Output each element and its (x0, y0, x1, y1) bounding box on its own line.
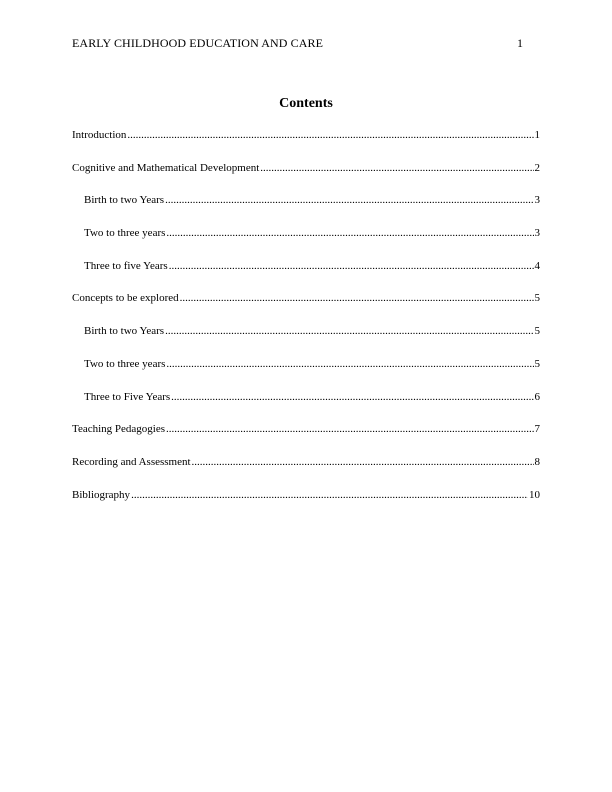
toc-entry-page: 4 (534, 259, 540, 272)
toc-entry-label: Three to five Years (84, 259, 168, 272)
toc-entry-introduction[interactable] (72, 127, 540, 160)
toc-entry-label: Birth to two Years (84, 194, 165, 207)
toc-title: Contents (279, 96, 333, 111)
toc-entry-label: Recording and Assessment (72, 455, 191, 468)
dot-leader (260, 160, 533, 176)
toc-entry-label: Bibliography (72, 488, 131, 501)
dot-leader (166, 356, 533, 372)
dot-leader (166, 421, 533, 437)
toc-entry-page: 10 (529, 488, 540, 501)
toc-entry-label: Two to three years (84, 357, 166, 370)
toc-entry-page: 3 (534, 194, 540, 207)
toc-entry-label: Three to Five Years (84, 390, 171, 403)
toc-entry-label: Two to three years (84, 227, 166, 240)
dot-leader (180, 290, 534, 306)
toc-entry-two-to-three-years[interactable] (72, 225, 540, 258)
toc-entry-birth-to-two-years[interactable] (72, 192, 540, 225)
dot-leader (169, 258, 534, 274)
toc-entry-label: Teaching Pedagogies (72, 423, 166, 436)
toc-entry-two-to-three-years[interactable] (72, 356, 540, 389)
toc-entry-three-to-five-years[interactable] (72, 389, 540, 422)
dot-leader (165, 323, 533, 339)
toc-entry-label: Birth to two Years (84, 325, 165, 338)
page-number: 1 (517, 36, 523, 50)
toc-entry-page: 5 (534, 357, 540, 370)
dot-leader (166, 225, 533, 241)
toc-entry-label: Introduction (72, 129, 127, 141)
dot-leader (171, 389, 533, 405)
toc-entry-label: Cognitive and Mathematical Development (72, 161, 260, 174)
dot-leader (165, 192, 533, 208)
running-head: EARLY CHILDHOOD EDUCATION AND CARE (72, 36, 324, 50)
toc-entry-page: 2 (534, 161, 540, 174)
toc-entry-bibliography[interactable] (72, 487, 540, 520)
toc-entry-page: 5 (534, 325, 540, 338)
toc-entry-recording-and-assessment[interactable] (72, 454, 540, 487)
dot-leader (127, 127, 533, 143)
toc-entry-page: 8 (534, 455, 540, 468)
dot-leader (131, 487, 528, 503)
toc-entry-three-to-five-years[interactable] (72, 258, 540, 291)
toc-entry-teaching-pedagogies[interactable] (72, 421, 540, 454)
toc-entry-cognitive-mathematical-development[interactable] (72, 160, 540, 193)
toc-entry-page: 5 (534, 292, 540, 305)
dot-leader (192, 454, 534, 470)
toc-entry-label: Concepts to be explored (72, 292, 179, 305)
table-of-contents (72, 127, 540, 519)
toc-entry-page: 7 (534, 423, 540, 436)
toc-entry-concepts-to-be-explored[interactable] (72, 290, 540, 323)
toc-entry-page: 6 (534, 390, 540, 403)
toc-entry-page: 1 (534, 129, 540, 141)
toc-entry-birth-to-two-years[interactable] (72, 323, 540, 356)
toc-entry-page: 3 (534, 227, 540, 240)
